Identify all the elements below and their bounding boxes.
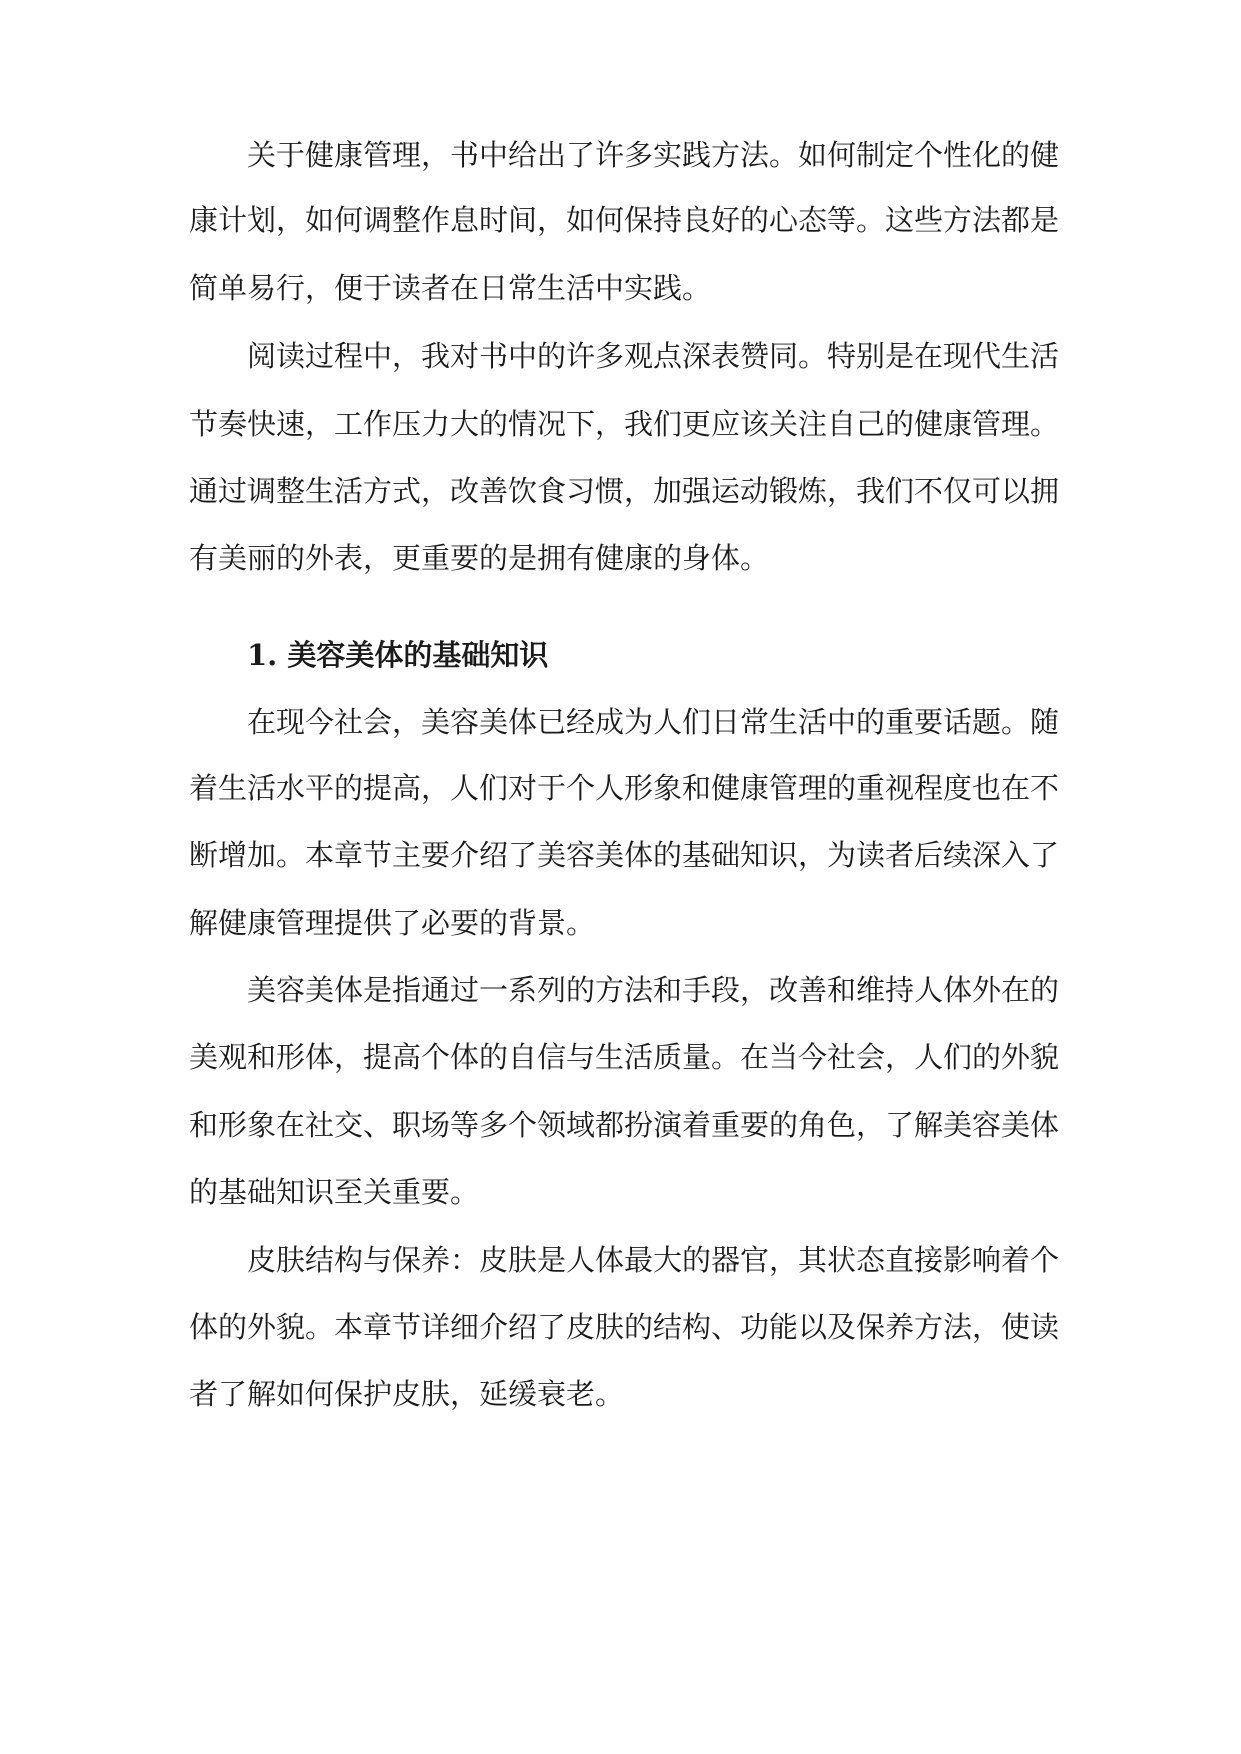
- paragraph-2-line-4: 有美丽的外表，更重要的是拥有健康的身体。: [189, 541, 770, 575]
- paragraph-2-line-2: 节奏快速，工作压力大的情况下，我们更应该关注自己的健康管理。: [189, 407, 1060, 441]
- section-paragraph-3-line-3: 者了解如何保护皮肤，延缓衰老。: [189, 1377, 625, 1411]
- paragraph-1-line-3: 简单易行，便于读者在日常生活中实践。: [189, 271, 712, 305]
- paragraph-2-line-1: 阅读过程中，我对书中的许多观点深表赞同。特别是在现代生活: [247, 339, 1060, 373]
- paragraph-1-line-2: 康计划，如何调整作息时间，如何保持良好的心态等。这些方法都是: [189, 203, 1060, 237]
- section-paragraph-1-line-3: 断增加。本章节主要介绍了美容美体的基础知识，为读者后续深入了: [189, 838, 1060, 872]
- section-paragraph-1-line-4: 解健康管理提供了必要的背景。: [189, 906, 596, 940]
- section-paragraph-2-line-4: 的基础知识至关重要。: [189, 1175, 480, 1209]
- section-paragraph-3-line-1: 皮肤结构与保养：皮肤是人体最大的器官，其状态直接影响着个: [247, 1243, 1060, 1277]
- section-paragraph-3-line-2: 体的外貌。本章节详细介绍了皮肤的结构、功能以及保养方法，使读: [189, 1310, 1060, 1344]
- paragraph-1-line-1: 关于健康管理，书中给出了许多实践方法。如何制定个性化的健: [247, 138, 1060, 172]
- paragraph-2-line-3: 通过调整生活方式，改善饮食习惯，加强运动锻炼，我们不仅可以拥: [189, 474, 1060, 508]
- section-paragraph-1-line-1: 在现今社会，美容美体已经成为人们日常生活中的重要话题。随: [247, 705, 1060, 739]
- section-paragraph-2-line-1: 美容美体是指通过一系列的方法和手段，改善和维持人体外在的: [247, 973, 1060, 1007]
- section-heading: 1. 美容美体的基础知识: [247, 638, 549, 672]
- section-paragraph-2-line-3: 和形象在社交、职场等多个领域都扮演着重要的角色，了解美容美体: [189, 1108, 1060, 1142]
- section-paragraph-1-line-2: 着生活水平的提高，人们对于个人形象和健康管理的重视程度也在不: [189, 771, 1060, 805]
- section-paragraph-2-line-2: 美观和形体，提高个体的自信与生活质量。在当今社会，人们的外貌: [189, 1040, 1060, 1074]
